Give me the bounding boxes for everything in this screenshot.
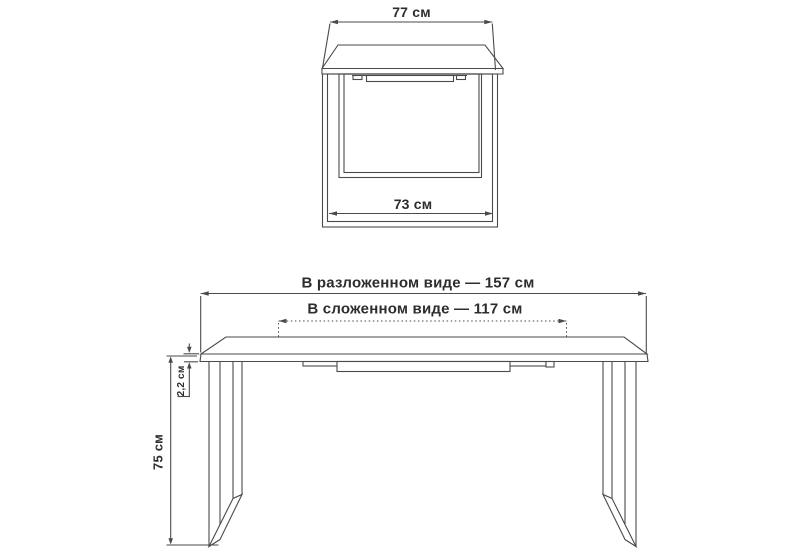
top-view-far-leg-frame	[339, 74, 482, 178]
front-view-tabletop-surface	[201, 337, 647, 354]
right-leg-front-tube	[625, 362, 636, 547]
left-leg-front-tube	[209, 362, 220, 547]
front-view-right-leg	[603, 362, 636, 547]
dim-157-arrow-left	[201, 291, 209, 296]
unfolded-width-label: В разложенном виде — 157 см	[301, 274, 535, 291]
dim-117-arrow-right	[559, 319, 567, 324]
dim-75-arrow-down	[168, 538, 173, 544]
height-label: 75 см	[150, 433, 166, 470]
dim-77-arrow-left	[330, 20, 338, 25]
dim-117-arrow-left	[279, 319, 287, 324]
right-leg-back-tube	[603, 362, 612, 499]
left-leg-back-tube	[233, 362, 242, 499]
front-view	[167, 291, 649, 546]
extension-rail-tab	[546, 362, 554, 368]
dim-73	[329, 211, 493, 216]
frame-width-label: 73 см	[393, 195, 433, 212]
extension-clip-left	[353, 76, 362, 80]
top-view-tabletop-edge	[322, 69, 503, 75]
dim-2-2-arrow-down	[187, 347, 192, 353]
dim-2-2-arrow-up	[187, 362, 192, 368]
dim-73-arrow-right	[485, 211, 493, 216]
extension-clip-right	[457, 76, 466, 80]
dim-73-arrow-left	[329, 211, 337, 216]
dim-157-arrow-right	[638, 291, 646, 296]
front-view-left-leg	[209, 362, 242, 547]
top-view-tabletop-surface	[322, 45, 503, 69]
dim-117	[279, 319, 567, 337]
extension-leaf-front	[337, 362, 510, 372]
top-view-extension-leaf	[352, 76, 467, 82]
extension-leaf-edge	[367, 76, 454, 82]
tabletop-thickness-label: 2,2 см	[175, 365, 187, 397]
folded-width-label: В сложенном виде — 117 см	[307, 300, 523, 318]
dim-77-arrow-right	[484, 20, 492, 25]
front-view-tabletop-edge	[200, 354, 648, 362]
top-width-label: 77 см	[392, 4, 431, 20]
dim-75-arrow-up	[168, 357, 173, 363]
front-view-extension-leaf	[303, 362, 554, 372]
